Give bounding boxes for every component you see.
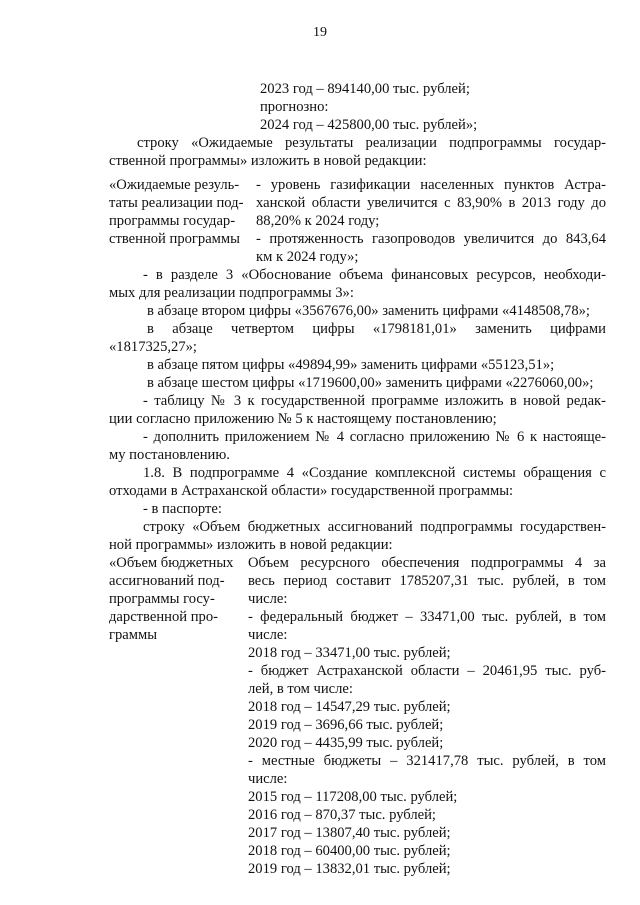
value-line: 2018 год – 60400,00 тыс. рублей; (248, 843, 451, 859)
label-line: дарственной про- (109, 609, 218, 625)
p1-line-2: ственной программы» изложить в новой редакции: (109, 153, 427, 169)
p3-line-5: ной программы» изложить в новой редакции: (109, 537, 393, 553)
word: абзаце (172, 321, 213, 337)
value-line: 2016 год – 870,37 тыс. рублей; (248, 807, 436, 823)
word: в (147, 321, 154, 337)
value-line: весь период составит 1785207,31 тыс. рублей, в том (248, 573, 606, 589)
value-line: Объем ресурсного обеспечения подпрограммы 4 за (248, 555, 606, 571)
expected-results-value (256, 176, 606, 266)
value-line: числе: (248, 591, 288, 607)
word: «1798181,01» (372, 321, 457, 337)
p3-line-2: отходами в Астраханской области» государственной программы: (109, 483, 514, 499)
value-line: 2019 год – 13832,01 тыс. рублей; (248, 861, 451, 877)
value-line: ханской области увеличится с 83,90% в 2013 году до (256, 195, 606, 211)
word: заменить (475, 321, 532, 337)
value-line: 88,20% к 2024 году; (256, 213, 380, 229)
p2-line-2: мых для реализации подпрограммы 3»: (109, 285, 354, 301)
p3-line-1: 1.8. В подпрограмме 4 «Создание комплексной системы обращения с (143, 465, 606, 481)
page-number: 19 (313, 25, 327, 40)
p2-line-11: му постановлению. (109, 447, 230, 463)
value-line: 2019 год – 3696,66 тыс. рублей; (248, 717, 444, 733)
label-line: таты реализации под- (109, 195, 244, 211)
value-line: - уровень газификации населенных пунктов Астра- (256, 177, 606, 193)
expected-results-label (109, 176, 249, 248)
label-line: ственной программы (109, 231, 240, 247)
value-line: числе: (248, 771, 288, 787)
value-line: км к 2024 году»; (256, 249, 359, 265)
value-line: - местные бюджеты – 321417,78 тыс. рублей, в том (248, 753, 606, 769)
p1-line-1: строку «Ожидаемые результаты реализации подпрограммы государ- (137, 135, 606, 151)
budget-allocation-value (248, 554, 606, 878)
word: цифры (312, 321, 355, 337)
p2-line-3: в абзаце втором цифры «3567676,00» заменить цифрами «4148508,78»; (147, 303, 590, 319)
p2-line-9: ции согласно приложению № 5 к настоящему постановлению; (109, 411, 497, 427)
label-line: ассигнований под- (109, 573, 225, 589)
label-line: граммы (109, 627, 158, 643)
value-line: - протяженность газопроводов увеличится до 843,64 (256, 231, 606, 247)
p2-line-5: «1817325,27»; (109, 339, 197, 355)
p2-line-8: - таблицу № 3 к государственной программе изложить в новой редак- (143, 393, 606, 409)
value-line: - бюджет Астраханской области – 20461,95 тыс. руб- (248, 663, 606, 679)
value-line: 2015 год – 117208,00 тыс. рублей; (248, 789, 458, 805)
value-line: 2018 год – 33471,00 тыс. рублей; (248, 645, 451, 661)
p2-line-1: - в разделе 3 «Обоснование объема финансовых ресурсов, необходи- (143, 267, 606, 283)
p2-line-6: в абзаце пятом цифры «49894,99» заменить цифрами «55123,51»; (147, 357, 555, 373)
value-line: 2018 год – 14547,29 тыс. рублей; (248, 699, 451, 715)
word: четвертом (231, 321, 295, 337)
value-line: 2017 год – 13807,40 тыс. рублей; (248, 825, 451, 841)
intro-line-2023: 2023 год – 894140,00 тыс. рублей; (260, 81, 470, 97)
label-line: программы государ- (109, 213, 236, 229)
label-line: программы госу- (109, 591, 215, 607)
p2-line-4 (147, 320, 606, 338)
p2-line-7: в абзаце шестом цифры «1719600,00» заменить цифрами «2276060,00»; (147, 375, 594, 391)
budget-allocation-label (109, 554, 249, 644)
p3-line-3: - в паспорте: (143, 501, 222, 517)
label-line: «Ожидаемые резуль- (109, 177, 240, 193)
intro-line-forecast: прогнозно: (260, 99, 329, 115)
word: цифрами (550, 321, 606, 337)
value-line: 2020 год – 4435,99 тыс. рублей; (248, 735, 444, 751)
value-line: - федеральный бюджет – 33471,00 тыс. рублей, в том (248, 609, 606, 625)
value-line: числе: (248, 627, 288, 643)
intro-line-2024: 2024 год – 425800,00 тыс. рублей»; (260, 117, 478, 133)
p2-line-10: - дополнить приложением № 4 согласно приложению № 6 к настояще- (143, 429, 606, 445)
value-line: лей, в том числе: (248, 681, 353, 697)
label-line: «Объем бюджетных (109, 555, 234, 571)
p3-line-4: строку «Объем бюджетных ассигнований подпрограммы государствен- (143, 519, 606, 535)
